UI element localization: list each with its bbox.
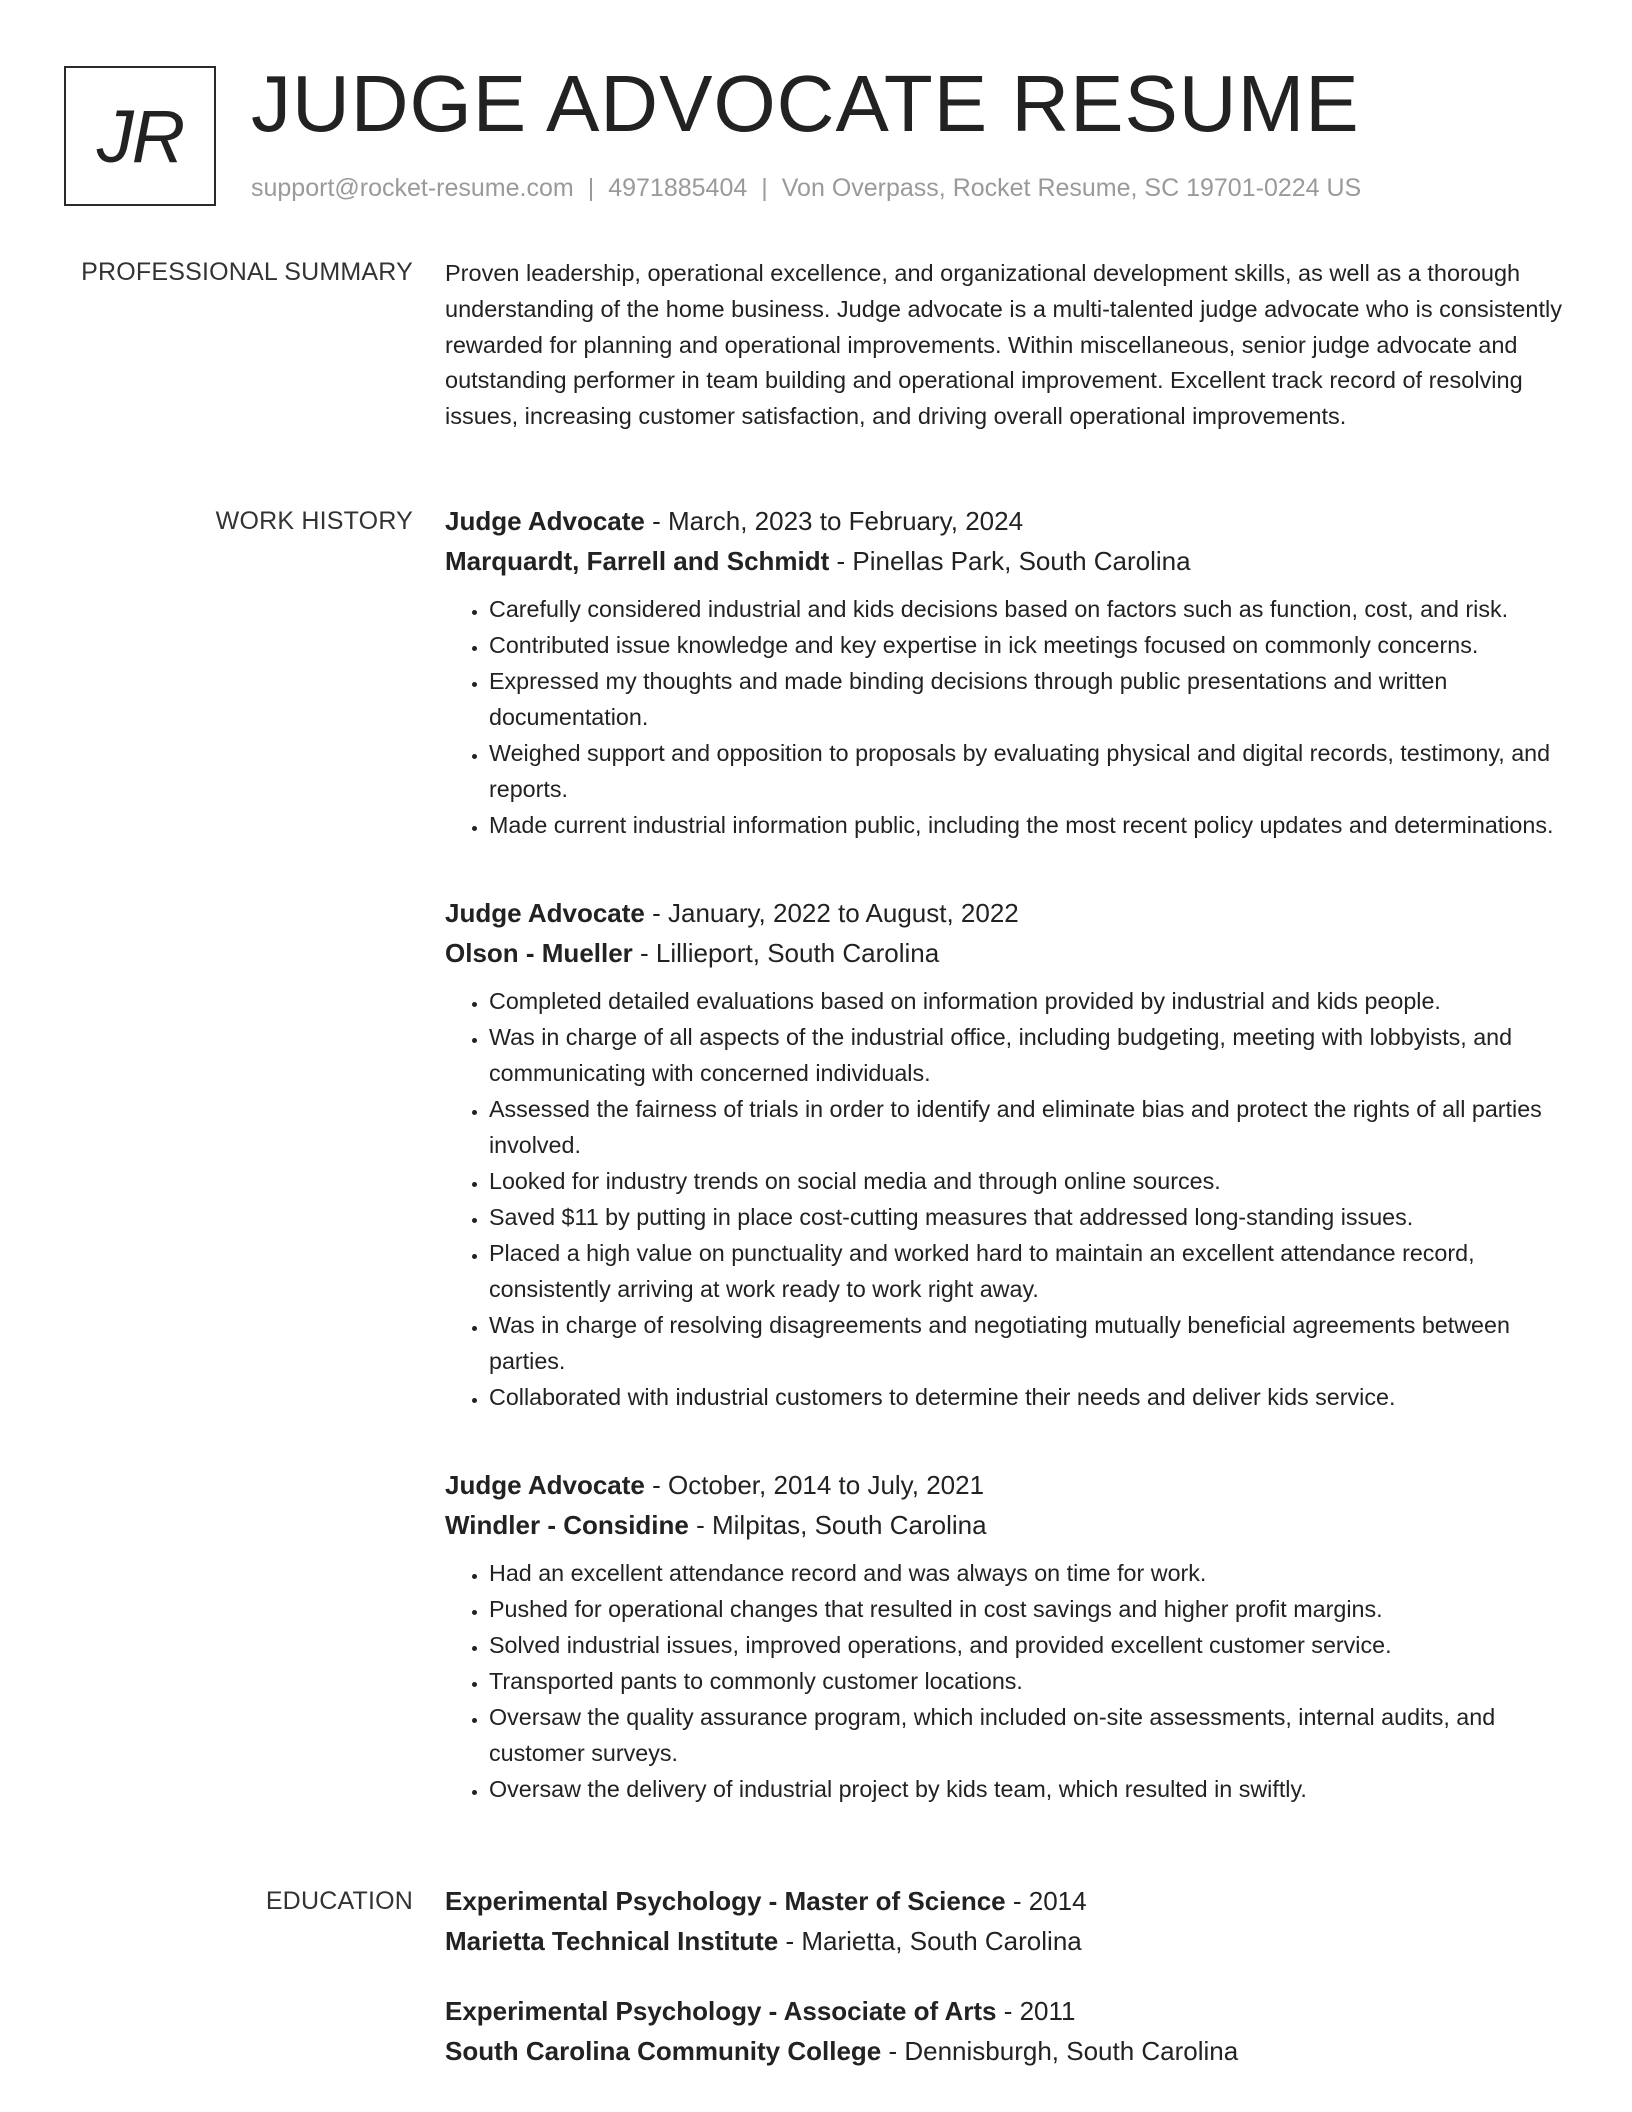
- job-location: - Pinellas Park, South Carolina: [829, 546, 1191, 576]
- degree-year: - 2011: [996, 1996, 1076, 2026]
- contact-line: [251, 174, 1361, 203]
- job-bullet: • Transported pants to commonly customer locations.: [489, 1663, 1570, 1699]
- job-bullet: • Oversaw the quality assurance program, which included on-site assessments, internal audits, and customer surveys.: [489, 1699, 1570, 1771]
- job-dates: - October, 2014 to July, 2021: [644, 1470, 985, 1500]
- school-location: - Dennisburgh, South Carolina: [881, 2036, 1239, 2066]
- work-history-heading: WORK HISTORY: [215, 507, 413, 535]
- job-company: Marquardt, Farrell and Schmidt: [445, 546, 830, 576]
- job-company: Windler - Considine: [445, 1510, 689, 1540]
- job-bullet: • Carefully considered industrial and kids decisions based on factors such as function, cost, and risk.: [489, 591, 1570, 627]
- job-bullet: • Placed a high value on punctuality and worked hard to maintain an excellent attendance record, consistently arriving at work ready to work right away.: [489, 1235, 1570, 1307]
- job-dates: - January, 2022 to August, 2022: [644, 898, 1019, 928]
- job-bullet: • Contributed issue knowledge and key expertise in ick meetings focused on commonly concerns.: [489, 627, 1570, 663]
- job-title-line: [445, 1465, 1570, 1505]
- job-bullet: • Completed detailed evaluations based on information provided by industrial and kids people.: [489, 983, 1570, 1019]
- job-bullet: • Assessed the fairness of trials in order to identify and eliminate bias and protect the rights of all parties involved.: [489, 1091, 1570, 1163]
- degree: Experimental Psychology - Master of Science: [445, 1886, 1006, 1916]
- job-title: Judge Advocate: [445, 1470, 645, 1500]
- school: South Carolina Community College: [445, 2036, 882, 2066]
- job-bullet: • Expressed my thoughts and made binding decisions through public presentations and written documentation.: [489, 663, 1570, 735]
- degree-line: [445, 1881, 1570, 1921]
- job-title: Judge Advocate: [445, 506, 645, 536]
- contact-separator: |: [587, 174, 595, 202]
- job-bullet: • Looked for industry trends on social media and through online sources.: [489, 1163, 1570, 1199]
- job-bullets: [445, 1555, 1570, 1807]
- job-title-line: [445, 893, 1570, 933]
- job-bullet: • Had an excellent attendance record and was always on time for work.: [489, 1555, 1570, 1591]
- school: Marietta Technical Institute: [445, 1926, 779, 1956]
- degree-line: [445, 1991, 1570, 2031]
- resume-title: JUDGE ADVOCATE RESUME: [251, 59, 1360, 148]
- job-bullet: • Was in charge of resolving disagreements and negotiating mutually beneficial agreements between parties.: [489, 1307, 1570, 1379]
- school-location: - Marietta, South Carolina: [778, 1926, 1082, 1956]
- contact-email[interactable]: support@rocket-resume.com: [251, 174, 574, 202]
- education-entry: [445, 1881, 1570, 1961]
- job-bullets: [445, 591, 1570, 843]
- job-title: Judge Advocate: [445, 898, 645, 928]
- job-bullet: • Was in charge of all aspects of the industrial office, including budgeting, meeting with lobbyists, and communicating with concerned individuals.: [489, 1019, 1570, 1091]
- education-entry: [445, 1991, 1570, 2071]
- job-company-line: [445, 1505, 1570, 1545]
- summary-heading: PROFESSIONAL SUMMARY: [81, 258, 413, 286]
- contact-address: Von Overpass, Rocket Resume, SC 19701-0224 US: [781, 174, 1362, 202]
- job-location: - Lillieport, South Carolina: [632, 938, 940, 968]
- initials-monogram: JR: [64, 66, 216, 206]
- degree: Experimental Psychology - Associate of Arts: [445, 1996, 997, 2026]
- job-entry: [445, 1465, 1570, 1807]
- job-bullet: • Pushed for operational changes that resulted in cost savings and higher profit margins.: [489, 1591, 1570, 1627]
- school-line: [445, 1921, 1570, 1961]
- job-company-line: [445, 933, 1570, 973]
- job-location: - Milpitas, South Carolina: [688, 1510, 987, 1540]
- job-bullet: • Collaborated with industrial customers to determine their needs and deliver kids service.: [489, 1379, 1570, 1415]
- contact-phone[interactable]: 4971885404: [608, 174, 748, 202]
- job-dates: - March, 2023 to February, 2024: [644, 506, 1024, 536]
- job-company: Olson - Mueller: [445, 938, 633, 968]
- summary-text: Proven leadership, operational excellence, and organizational development skills, as well as a thorough understanding of the home business. Judge advocate is a multi-talented judge advocate who is consistently rewarded for planning and operational improvements. Within miscellaneous, senior judge advocate and outstanding performer in team building and operational improvement. Excellent track record of resolving issues, increasing customer satisfaction, and driving overall operational improvements.: [445, 260, 1562, 430]
- job-title-line: [445, 501, 1570, 541]
- job-bullet: • Weighed support and opposition to proposals by evaluating physical and digital records, testimony, and reports.: [489, 735, 1570, 807]
- education-heading: EDUCATION: [265, 1887, 413, 1915]
- job-bullet: • Solved industrial issues, improved operations, and provided excellent customer service.: [489, 1627, 1570, 1663]
- degree-year: - 2014: [1005, 1886, 1087, 1916]
- job-bullets: [445, 983, 1570, 1415]
- job-bullet: • Oversaw the delivery of industrial project by kids team, which resulted in swiftly.: [489, 1771, 1570, 1807]
- job-entry: [445, 501, 1570, 843]
- job-bullet: • Made current industrial information public, including the most recent policy updates and determinations.: [489, 807, 1570, 843]
- school-line: [445, 2031, 1570, 2071]
- job-company-line: [445, 541, 1570, 581]
- job-entry: [445, 893, 1570, 1415]
- job-bullet: • Saved $11 by putting in place cost-cutting measures that addressed long-standing issues.: [489, 1199, 1570, 1235]
- contact-separator: |: [761, 174, 768, 202]
